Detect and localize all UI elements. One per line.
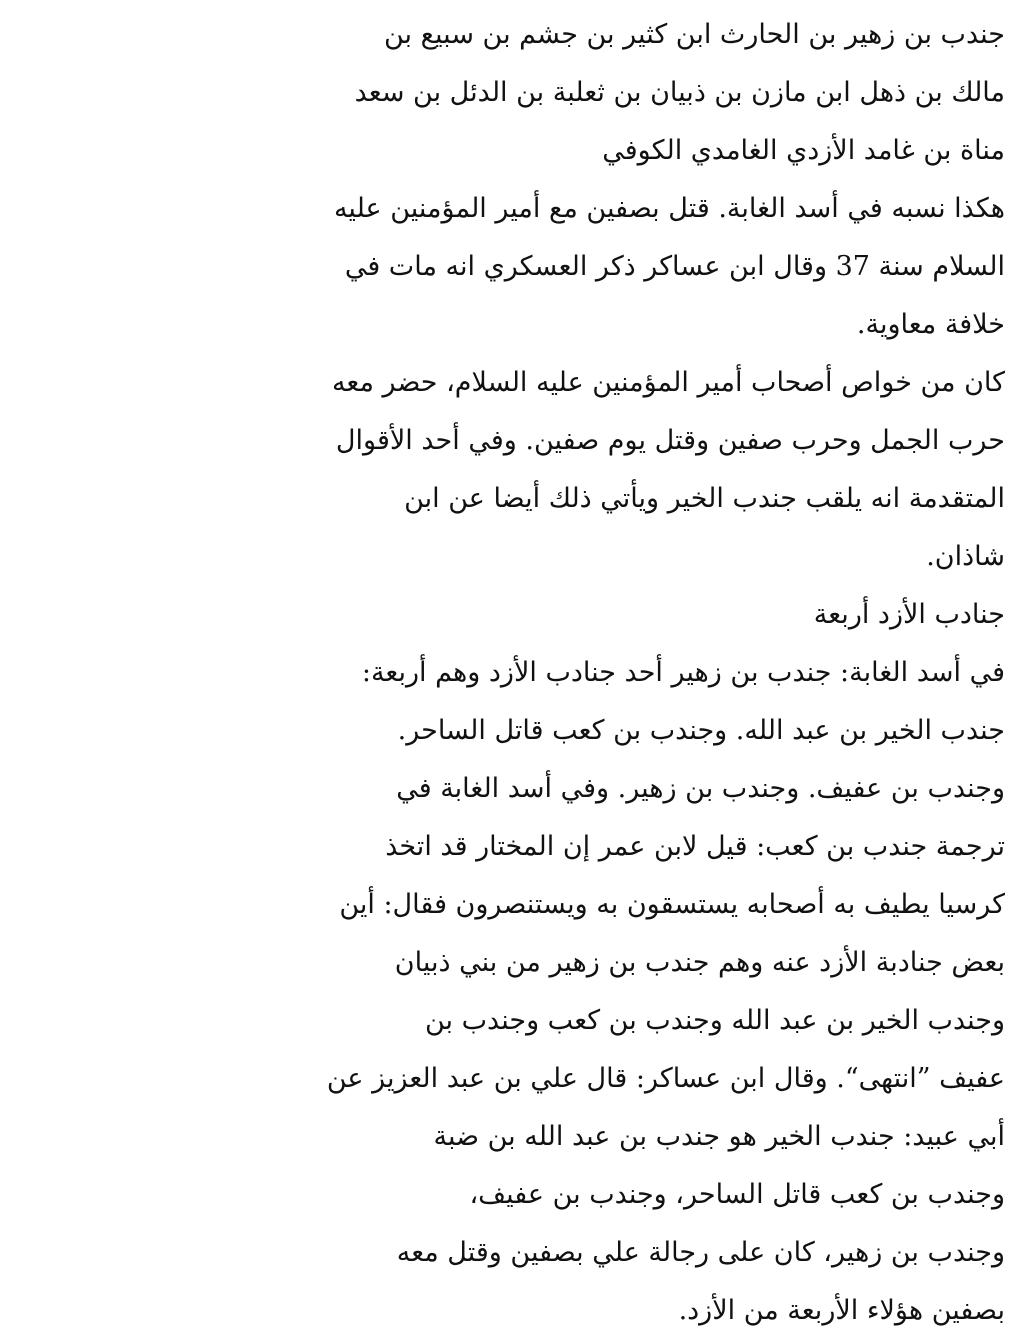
text-line: بعض جنادبة الأزد عنه وهم جندب بن زهير من بني ذبيان (394, 947, 1005, 978)
text-line: وجندب الخير بن عبد الله وجندب بن كعب وجندب بن (424, 1005, 1005, 1036)
text-line: شاذان. (926, 541, 1005, 572)
text-line: بصفين هؤلاء الأربعة من الأزد. (678, 1295, 1005, 1326)
text-line: كان من خواص أصحاب أمير المؤمنين عليه السلام، حضر معه (331, 367, 1005, 398)
text-line: خلافة معاوية. (856, 309, 1005, 340)
text-line: هكذا نسبه في أسد الغابة. قتل بصفين مع أمير المؤمنين عليه (333, 193, 1005, 224)
section-heading: جنادب الأزد أربعة (813, 599, 1005, 630)
text-line: وجندب بن زهير، كان على رجالة علي بصفين وقتل معه (396, 1237, 1005, 1268)
text-line: ترجمة جندب بن كعب: قيل لابن عمر إن المختار قد اتخذ (385, 831, 1005, 862)
text-line: جندب الخير بن عبد الله. وجندب بن كعب قاتل الساحر. (397, 715, 1005, 746)
text-line: أبي عبيد: جندب الخير هو جندب بن عبد الله بن ضبة (433, 1121, 1005, 1152)
text-line: وجندب بن كعب قاتل الساحر، وجندب بن عفيف، (469, 1179, 1005, 1210)
text-line: حرب الجمل وحرب صفين وقتل يوم صفين. وفي أحد الأقوال (335, 425, 1005, 456)
text-line: مالك بن ذهل ابن مازن بن ذبيان بن ثعلبة بن الدئل بن سعد (354, 77, 1005, 108)
text-line: وجندب بن عفيف. وجندب بن زهير. وفي أسد الغابة في (396, 773, 1005, 804)
text-line: في أسد الغابة: جندب بن زهير أحد جنادب الأزد وهم أربعة: (361, 657, 1005, 688)
text-line: السلام سنة 37 وقال ابن عساكر ذكر العسكري انه مات في (344, 251, 1005, 282)
text-line: عفيف ”انتهى“. وقال ابن عساكر: قال علي بن عبد العزيز عن (326, 1063, 1005, 1094)
text-line: كرسيا يطيف به أصحابه يستسقون به ويستنصرون فقال: أين (339, 889, 1005, 920)
text-line: المتقدمة انه يلقب جندب الخير ويأتي ذلك أيضا عن ابن (404, 483, 1005, 514)
document-body (270, 6, 1005, 1340)
text-line: جندب بن زهير بن الحارث ابن كثير بن جشم بن سبيع بن (384, 19, 1005, 50)
text-line: مناة بن غامد الأزدي الغامدي الكوفي (602, 135, 1005, 166)
